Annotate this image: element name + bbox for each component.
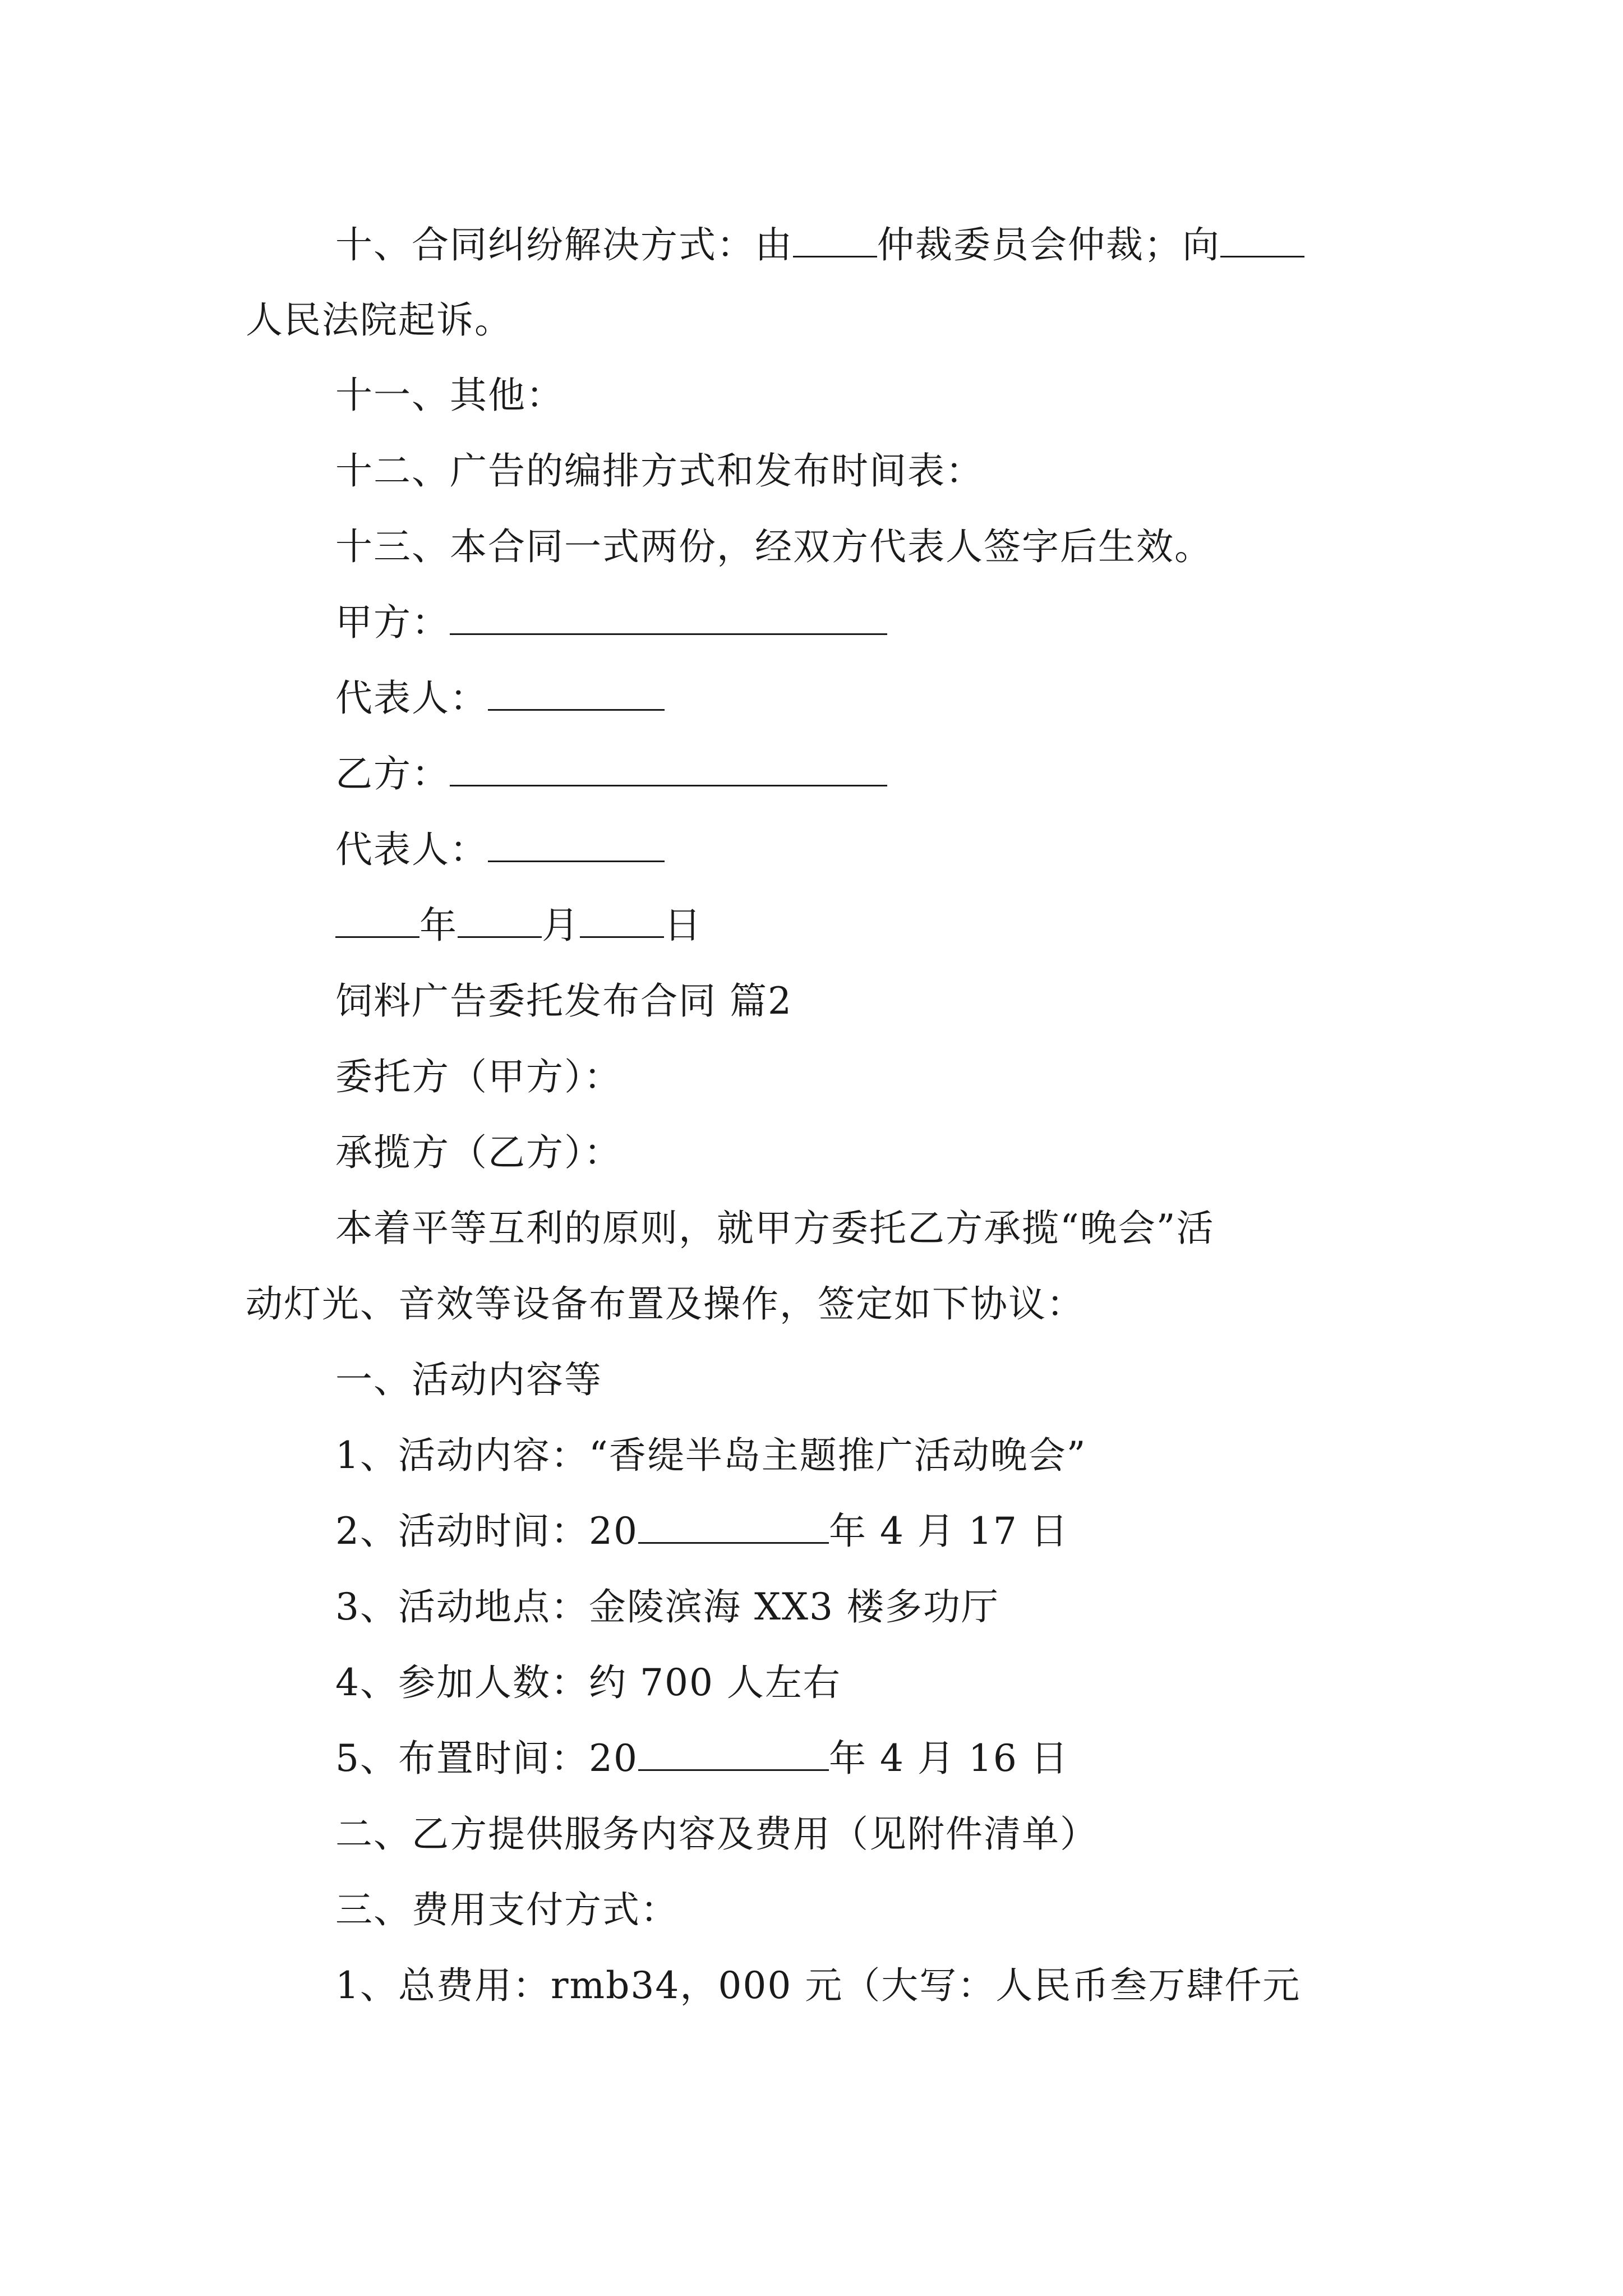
heading-activity-text: 一、活动内容等 [335,1358,602,1401]
month-blank [458,901,542,938]
representative-b-blank [488,826,665,862]
party-a-label: 甲方： [335,601,450,644]
party-a-blank [450,599,887,635]
clause-10-text-a: 十、合同纠纷解决方式：由 [335,223,793,266]
activity-location-text: 3、活动地点：金陵滨海 XX3 楼多功厅 [335,1585,999,1628]
representative-a-label: 代表人： [335,677,488,720]
participants [0,1658,1623,1708]
day-blank [580,901,664,938]
party-b-blank [450,750,887,786]
contract-title: 饲料广告委托发布合同 篇2 [335,979,792,1023]
clause-12 [0,446,1623,496]
heading-services [0,1809,1623,1860]
setup-year-blank [638,1734,829,1771]
date-line [0,900,1623,951]
clause-10-text-c: 人民法院起诉。 [246,298,513,342]
activity-time-label: 2、活动时间：20 [335,1510,638,1553]
activity-time [0,1506,1623,1557]
party-a-signature [0,597,1623,648]
representative-b-label: 代表人： [335,828,488,871]
contractor-label: 承揽方（乙方）： [335,1131,622,1174]
heading-activity [0,1355,1623,1405]
clause-13-text: 十三、本合同一式两份，经双方代表人签字后生效。 [335,525,1212,568]
activity-year-blank [638,1507,829,1544]
arbitration-blank [793,221,877,257]
heading-services-text: 二、乙方提供服务内容及费用（见附件清单） [335,1812,1098,1856]
year-blank [335,901,419,938]
activity-location [0,1582,1623,1632]
day-label: 日 [664,904,702,947]
setup-time-date: 年 4 月 16 日 [828,1737,1069,1780]
clause-11-text: 十一、其他： [335,374,564,417]
client-party [0,1052,1623,1102]
clause-13 [0,522,1623,572]
month-label: 月 [542,904,580,947]
heading-payment-text: 三、费用支付方式： [335,1888,679,1931]
clause-10-continued [0,295,1623,346]
total-fee [0,1961,1623,2011]
setup-time-label: 5、布置时间：20 [335,1737,638,1780]
participants-text: 4、参加人数：约 700 人左右 [335,1661,841,1704]
party-b-label: 乙方： [335,752,450,795]
contractor-party [0,1128,1623,1178]
preamble-text-2: 动灯光、音效等设备布置及操作，签定如下协议： [246,1282,1085,1326]
preamble-line-1 [0,1203,1623,1254]
representative-a-blank [488,674,665,711]
setup-time [0,1733,1623,1784]
heading-payment [0,1885,1623,1935]
clause-11 [0,370,1623,421]
client-label: 委托方（甲方）： [335,1055,622,1098]
party-b-representative [0,825,1623,875]
activity-content [0,1430,1623,1481]
preamble-line-2 [0,1279,1623,1329]
preamble-text-1: 本着平等互利的原则，就甲方委托乙方承揽“晚会”活 [335,1207,1215,1250]
section-title [0,976,1623,1027]
court-blank [1220,221,1304,257]
party-b-signature [0,749,1623,799]
clause-10-text-b: 仲裁委员会仲裁；向 [877,223,1220,266]
clause-10-line [0,220,1623,270]
activity-content-text: 1、活动内容：“香缇半岛主题推广活动晚会” [335,1434,1087,1477]
year-label: 年 [419,904,458,947]
party-a-representative [0,673,1623,724]
activity-time-date: 年 4 月 17 日 [828,1510,1069,1553]
total-fee-text: 1、总费用：rmb34，000 元（大写：人民币叁万肆仟元 [335,1964,1301,2007]
clause-12-text: 十二、广告的编排方式和发布时间表： [335,449,984,493]
